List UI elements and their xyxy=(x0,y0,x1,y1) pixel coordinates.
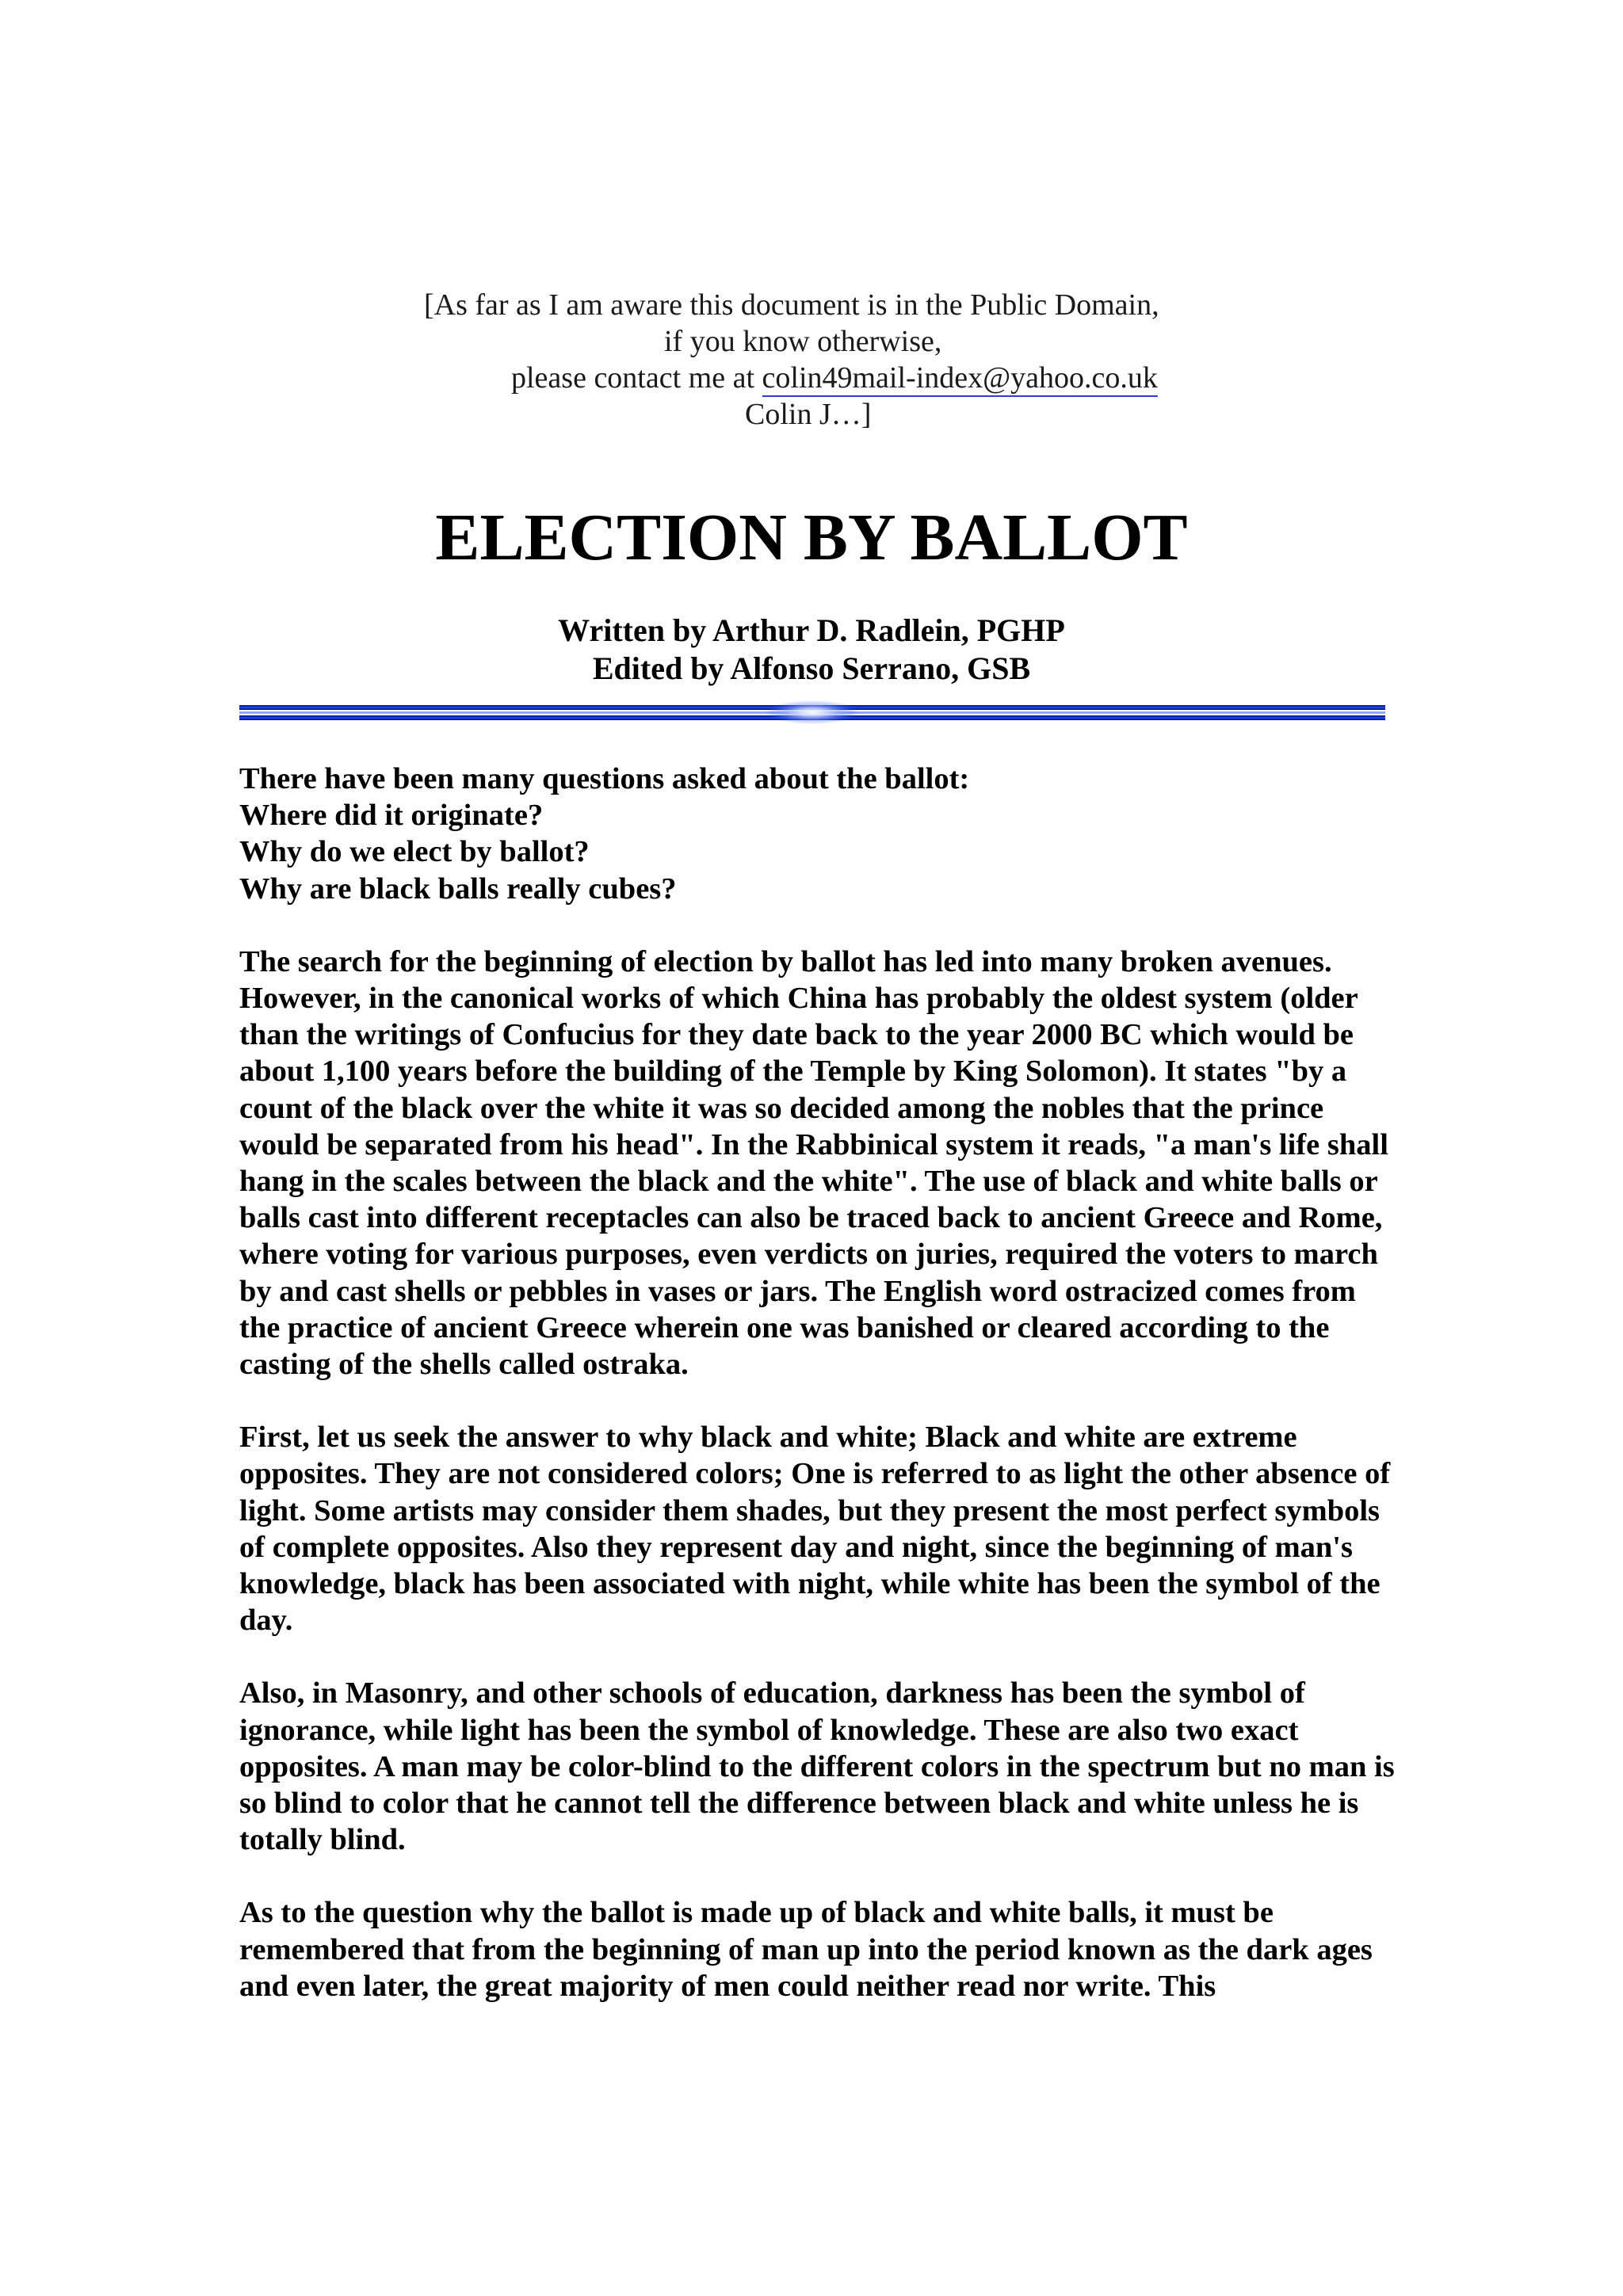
editor-line: Edited by Alfonso Serrano, GSB xyxy=(592,650,1031,686)
divider-glow xyxy=(765,700,860,724)
notice-line-2: if you know otherwise, xyxy=(664,325,942,358)
question-item: Where did it originate? xyxy=(239,799,544,833)
article-body xyxy=(239,761,1396,2041)
question-item: Why are black balls really cubes? xyxy=(239,871,677,906)
notice-signature: Colin J…] xyxy=(745,398,872,431)
decorative-divider xyxy=(239,700,1385,724)
notice-line-3 xyxy=(511,360,1158,396)
paragraph-black-white: First, let us seek the answer to why black and white; Black and white are extreme opposites. They are not considered colors; One is referred to as light the other absence of light. Some artists may consider them shades, but they present the most perfect symbols of complete opposites. Also they represent day and night, since the beginning of man's knowledge, black has been associated with night, while white has been the symbol of the day. xyxy=(239,1421,1391,1638)
author-line: Written by Arthur D. Radlein, PGHP xyxy=(558,612,1065,648)
paragraph-origins: The search for the beginning of election by ballot has led into many broken avenues. However, in the canonical works of which China has probably the oldest system (older than the writings of Confucius for they date back to the year 2000 BC which would be about 1,100 years before the building of the Temple by King Solomon). It states "by a count of the black over the white it was so decided among the nobles that the prince would be separated from his head". In the Rabbinical system it reads, "a man's life shall hang in the scales between the black and the white". The use of black and white balls or balls cast into different receptacles can also be traced back to ancient Greece and Rome, where voting for various purposes, even verdicts on juries, required the voters to march by and cast shells or pebbles in vases or jars. The English word ostracized comes from the practice of ancient Greece wherein one was banished or cleared according to the casting of the shells called ostraka. xyxy=(239,944,1388,1382)
document-title: ELECTION BY BALLOT xyxy=(435,501,1188,574)
paragraph-masonry: Also, in Masonry, and other schools of education, darkness has been the symbol of ignorance, while light has been the symbol of knowledge. These are also two exact opposites. A man may be color-blind to the different colors in the spectrum but no man is so blind to color that he cannot tell the difference between black and white unless he is totally blind. xyxy=(239,1676,1395,1857)
notice-contact-prefix: please contact me at xyxy=(511,361,762,395)
byline xyxy=(0,612,1623,688)
question-item: Why do we elect by ballot? xyxy=(239,835,590,869)
contact-email-link[interactable]: colin49mail-index@yahoo.co.uk xyxy=(762,361,1158,397)
notice-line-1: [As far as I am aware this document is in the Public Domain, xyxy=(424,288,1159,322)
intro-lead: There have been many questions asked about the ballot: xyxy=(239,762,970,795)
paragraph-literacy: As to the question why the ballot is made up of black and white balls, it must be remembered that from the beginning of man up into the period known as the dark ages and even later, the great majority of men could neither read nor write. This xyxy=(239,1896,1373,2003)
intro-block xyxy=(239,761,1396,907)
